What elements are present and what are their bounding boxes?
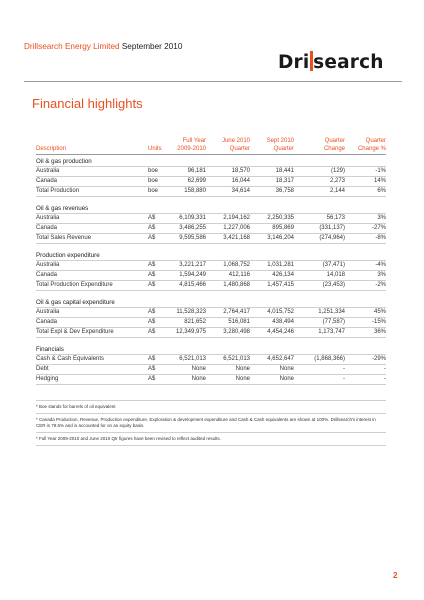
- cell-desc: Canada: [36, 225, 58, 231]
- cell-pct: -4%: [375, 262, 386, 268]
- cell-sep: 1,031,281: [267, 262, 294, 268]
- cell-desc: Total Expl & Dev Expenditure: [36, 329, 114, 335]
- header-rule: [36, 154, 386, 155]
- cell-sep: 36,758: [275, 188, 294, 194]
- cell-pct: 14%: [373, 178, 386, 184]
- cell-unit: A$: [148, 272, 156, 278]
- table-row: [36, 177, 386, 187]
- cell-pct: -2%: [375, 282, 386, 288]
- cell-sep: 18,441: [275, 168, 294, 174]
- page-title: Financial highlights: [32, 96, 143, 111]
- section-title: Oil & gas production: [36, 157, 386, 167]
- cell-fy: 62,699: [187, 178, 206, 184]
- cell-desc: Total Production Expenditure: [36, 282, 113, 288]
- cell-jun: 18,570: [231, 168, 250, 174]
- cell-desc: Total Sales Revenue: [36, 235, 92, 241]
- cell-fy: 821,652: [184, 319, 206, 325]
- cell-fy: None: [191, 376, 206, 382]
- cell-chg: (129): [330, 168, 345, 174]
- cell-unit: A$: [148, 262, 156, 268]
- document-header: [24, 42, 182, 51]
- col-june-line2: Quarter: [229, 145, 250, 152]
- cell-desc: Australia: [36, 168, 60, 174]
- cell-fy: 9,595,586: [179, 235, 206, 241]
- cell-desc: Debt: [36, 366, 49, 372]
- cell-chg: (1,868,366): [314, 356, 345, 362]
- footnote: * Canada Production, Revenue, Production expenditure, Exploration & development expenditure and Cash & Cash equivalents are shown at 100%. Drillsearch's interest in CER is 79.5% and is accounted for on an equity basis.: [36, 414, 386, 433]
- table-row: [36, 224, 386, 234]
- cell-fy: 6,521,013: [179, 356, 206, 362]
- table-sections: [36, 157, 386, 385]
- cell-pct: 36%: [373, 329, 386, 335]
- cell-fy: 3,486,255: [179, 225, 206, 231]
- cell-jun: 2,764,417: [223, 309, 250, 315]
- cell-fy: 4,815,466: [179, 282, 206, 288]
- cell-pct: -1%: [375, 168, 386, 174]
- header-divider: [24, 81, 402, 82]
- cell-jun: 1,480,868: [223, 282, 250, 288]
- report-period: September 2010: [121, 42, 183, 51]
- cell-chg: 2,273: [329, 178, 345, 184]
- cell-chg: 1,173,747: [318, 329, 345, 335]
- section-title: Production expenditure: [36, 251, 386, 261]
- table-row: [36, 375, 386, 385]
- table-row: [36, 318, 386, 328]
- cell-sep: 18,317: [275, 178, 294, 184]
- cell-unit: A$: [148, 356, 156, 362]
- footnote: * Full Year 2009-2010 and June 2010 Qtr figures have been revised to reflect audited results.: [36, 433, 386, 446]
- section-gap: [36, 291, 386, 296]
- cell-sep: 426,134: [272, 272, 294, 278]
- column-headers: [36, 138, 386, 154]
- footnote: * Boe stands for barrels of oil equivalent: [36, 400, 386, 414]
- table-row: [36, 365, 386, 375]
- section-title: Oil & gas revenues: [36, 204, 386, 214]
- cell-sep: 4,652,647: [267, 356, 294, 362]
- cell-unit: A$: [148, 376, 156, 382]
- cell-chg: 1,251,334: [318, 309, 345, 315]
- table-row: [36, 234, 386, 244]
- cell-fy: 96,181: [187, 168, 206, 174]
- cell-sep: None: [279, 376, 294, 382]
- cell-chg: -: [343, 376, 345, 382]
- cell-jun: 3,421,168: [223, 235, 250, 241]
- cell-jun: 516,081: [228, 319, 250, 325]
- cell-sep: None: [279, 366, 294, 372]
- col-changepct-line2: Change %: [357, 145, 386, 152]
- cell-chg: 56,173: [326, 215, 345, 221]
- footnotes: [36, 400, 386, 446]
- cell-fy: None: [191, 366, 206, 372]
- cell-desc: Hedging: [36, 376, 59, 382]
- table-row: [36, 308, 386, 318]
- cell-pct: 3%: [377, 272, 386, 278]
- cell-jun: 412,116: [228, 272, 250, 278]
- section-gap: [36, 197, 386, 202]
- col-sept-line1: Sept 2010: [266, 138, 294, 144]
- cell-pct: -29%: [371, 356, 386, 362]
- cell-chg: (77,587): [322, 319, 345, 325]
- section-title: Oil & gas capital expenditure: [36, 298, 386, 308]
- cell-pct: -27%: [371, 225, 386, 231]
- cell-pct: 3%: [377, 215, 386, 221]
- col-june-line1: June 2010: [221, 138, 250, 144]
- cell-desc: Canada: [36, 319, 58, 325]
- cell-chg: (331,137): [319, 225, 345, 231]
- cell-fy: 1,594,249: [179, 272, 206, 278]
- cell-chg: (274,964): [319, 235, 345, 241]
- cell-desc: Total Production: [36, 188, 80, 194]
- table-row: [36, 355, 386, 365]
- cell-unit: boe: [148, 178, 159, 184]
- company-name: Drillsearch Energy Limited: [24, 42, 120, 51]
- cell-unit: A$: [148, 329, 156, 335]
- cell-jun: 3,280,498: [223, 329, 250, 335]
- table-row: [36, 187, 386, 197]
- table-row: [36, 214, 386, 224]
- cell-sep: 4,015,752: [267, 309, 294, 315]
- cell-desc: Canada: [36, 178, 58, 184]
- cell-unit: A$: [148, 309, 156, 315]
- cell-jun: None: [235, 366, 250, 372]
- cell-fy: 6,109,331: [179, 215, 206, 221]
- drillsearch-logo: [278, 51, 384, 73]
- cell-unit: A$: [148, 215, 156, 221]
- cell-fy: 12,349,975: [175, 329, 206, 335]
- cell-chg: (37,471): [322, 262, 345, 268]
- cell-chg: -: [343, 366, 345, 372]
- cell-unit: A$: [148, 225, 156, 231]
- logo-text-right: search: [313, 52, 384, 73]
- section-gap: [36, 244, 386, 249]
- cell-desc: Australia: [36, 262, 60, 268]
- cell-fy: 158,880: [184, 188, 206, 194]
- col-sept-line2: Quarter: [273, 145, 294, 152]
- cell-chg: 2,144: [329, 188, 345, 194]
- table-row: [36, 328, 386, 338]
- cell-unit: A$: [148, 319, 156, 325]
- cell-pct: 45%: [373, 309, 386, 315]
- cell-sep: 2,250,335: [267, 215, 294, 221]
- cell-desc: Canada: [36, 272, 58, 278]
- cell-jun: 2,194,162: [223, 215, 250, 221]
- cell-fy: 11,528,323: [176, 309, 206, 315]
- col-change-line2: Change: [323, 145, 345, 152]
- cell-sep: 438,494: [272, 319, 294, 325]
- cell-pct: -8%: [375, 235, 386, 241]
- cell-jun: 34,614: [231, 188, 250, 194]
- cell-desc: Australia: [36, 215, 60, 221]
- table-row: [36, 261, 386, 271]
- cell-sep: 3,146,204: [267, 235, 294, 241]
- cell-unit: boe: [148, 168, 159, 174]
- table-row: [36, 271, 386, 281]
- cell-sep: 895,869: [272, 225, 294, 231]
- cell-jun: None: [235, 376, 250, 382]
- col-units: Units: [148, 145, 162, 152]
- col-changepct-line1: Quarter: [365, 138, 386, 144]
- cell-pct: -15%: [371, 319, 386, 325]
- table-row: [36, 167, 386, 177]
- col-description: Description: [36, 145, 67, 152]
- cell-desc: Cash & Cash Equivalents: [36, 356, 105, 362]
- cell-chg: (23,453): [322, 282, 345, 288]
- section-gap: [36, 338, 386, 343]
- cell-unit: A$: [148, 366, 156, 372]
- col-fy-line1: Full Year: [182, 138, 206, 144]
- cell-fy: 3,221,217: [179, 262, 206, 268]
- page-number: 2: [393, 571, 398, 580]
- table-row: [36, 281, 386, 291]
- cell-sep: 1,457,415: [267, 282, 294, 288]
- logo-text-left: Dri: [278, 52, 310, 73]
- financial-table: [36, 138, 386, 385]
- section-title: Financials: [36, 345, 386, 355]
- cell-unit: A$: [148, 235, 156, 241]
- cell-chg: 14,018: [326, 272, 345, 278]
- cell-pct: -: [384, 376, 386, 382]
- cell-jun: 16,044: [231, 178, 250, 184]
- cell-unit: boe: [148, 188, 159, 194]
- cell-sep: 4,454,246: [267, 329, 294, 335]
- cell-pct: -: [384, 366, 386, 372]
- cell-jun: 1,068,752: [223, 262, 250, 268]
- cell-jun: 1,227,006: [223, 225, 250, 231]
- col-fy-line2: 2009-2010: [177, 145, 206, 152]
- cell-pct: 6%: [377, 188, 386, 194]
- cell-unit: A$: [148, 282, 156, 288]
- col-change-line1: Quarter: [324, 138, 345, 144]
- cell-jun: 6,521,013: [223, 356, 250, 362]
- cell-desc: Australia: [36, 309, 60, 315]
